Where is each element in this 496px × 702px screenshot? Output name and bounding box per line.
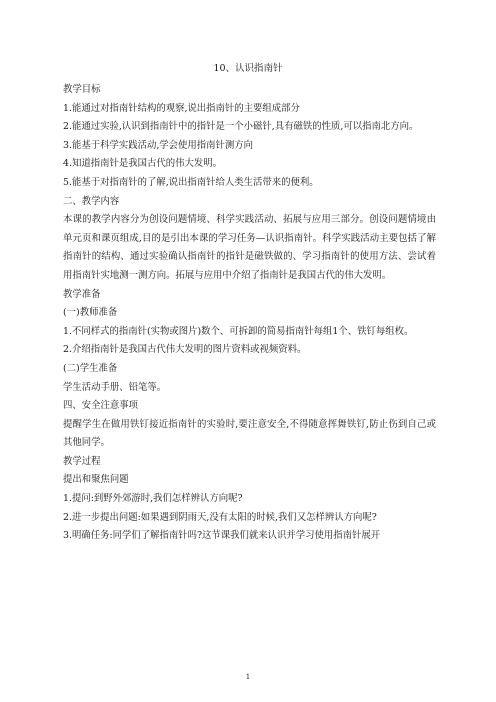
- objective-item: 5.能基于对指南针的了解,说出指南针给人类生活带来的便利。: [63, 176, 319, 188]
- objective-item: 4.知道指南针是我国古代的伟大发明。: [63, 158, 222, 170]
- process-item: 3.明确任务:同学们了解指南针吗?这节课我们就来认识并学习使用指南针展开: [63, 530, 381, 542]
- subheading-raise-questions: 提出和聚焦问题: [63, 474, 129, 486]
- process-item: 2.进一步提出问题:如果遇到阴雨天,没有太阳的时候,我们又怎样辨认方向呢?: [63, 511, 377, 523]
- content-paragraph: 本课的教学内容分为创设问题情境、科学实践活动、拓展与应用三部分。创设问题情境由单元页和课页组成,目的是引出本课的学习任务—认识指南针。科学实践活动主要包括了解指南针的结构、通过实验确认指南针的指针是磁铁做的、学习指南针的使用方法、尝试着用指南针实地测一测方向。拓展与应用中介绍了指南针是我国古代的伟大发明。: [63, 214, 436, 281]
- process-item: 1.提问:到野外郊游时,我们怎样辨认方向呢?: [63, 493, 243, 505]
- teacher-prep-item: 2.介绍指南针是我国古代伟大发明的图片资料或视频资料。: [63, 344, 307, 356]
- document-title: 10、认识指南针: [213, 63, 283, 74]
- student-prep-item: 学生活动手册、铅笔等。: [63, 381, 167, 393]
- teacher-prep-item: 1.不同样式的指南针(实物或图片)数个、可拆卸的简易指南针每组1个、铁钉每组枚。: [63, 325, 414, 337]
- objective-item: 1.能通过对指南针结构的观察,说出指南针的主要组成部分: [63, 102, 300, 114]
- objective-item: 3.能基于科学实践活动,学会使用指南针测方向: [63, 139, 254, 151]
- heading-teaching-process: 教学过程: [63, 455, 101, 467]
- page-number: 1: [245, 673, 251, 681]
- subheading-student-preparation: (二)学生准备: [63, 362, 118, 374]
- objective-item: 2.能通过实验,认识到指南针中的指针是一个小磁针,具有磁铁的性质,可以指南北方向。: [63, 121, 419, 133]
- subheading-teacher-preparation: (一)教师准备: [63, 307, 118, 319]
- heading-teaching-objectives: 教学目标: [63, 84, 101, 95]
- document-body: [63, 81, 436, 546]
- heading-safety-notes: 四、安全注意事项: [63, 400, 139, 412]
- heading-teaching-content: 二、教学内容: [63, 195, 120, 207]
- safety-paragraph: 提醒学生在做用铁钉接近指南针的实验时,要注意安全,不得随意挥舞铁钉,防止伤到自己或其他同学。: [63, 418, 436, 449]
- heading-teaching-preparation: 教学准备: [63, 288, 101, 300]
